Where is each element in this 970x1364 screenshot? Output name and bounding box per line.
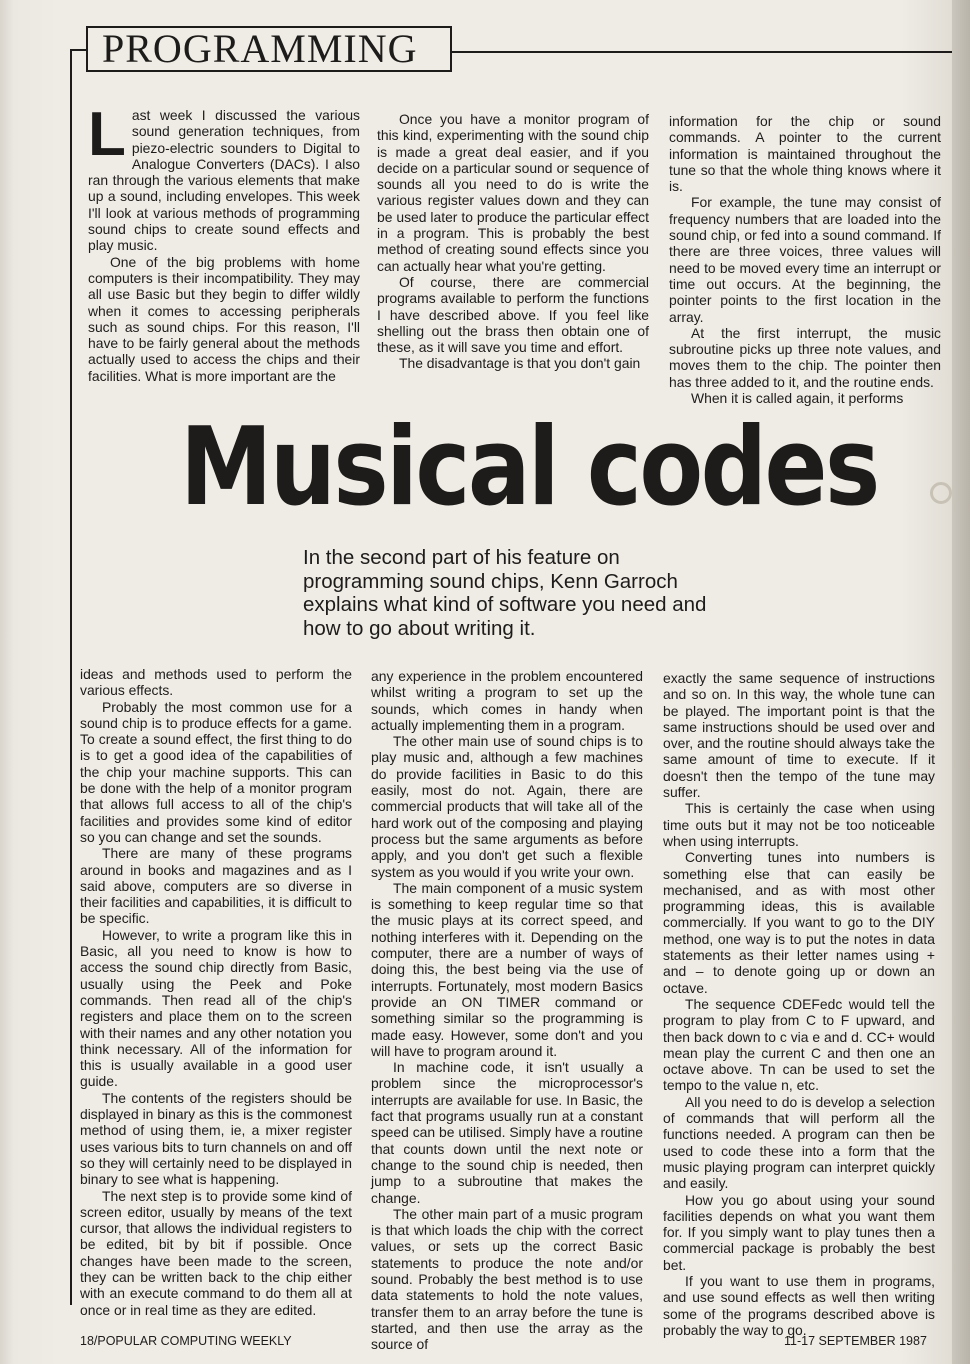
page-spine — [952, 0, 970, 1364]
paragraph: Of course, there are commercial programs available to perform the functions I have described above. If you feel like shelling out the brass then obtain one of these, as it will save you time and effort. — [377, 273, 649, 356]
paragraph: information for the chip or sound commands. A pointer to the current information is maintained throughout the tune so that the whole thing knows where it is. — [669, 113, 941, 195]
paragraph: The next step is to provide some kind of screen editor, usually by means of the text cursor, that allows the individual registers to be edited, bit by bit if possible. Once changes have been made to the screen, they can be written back to the chip either with an execute command to do them all at once or in real time as they are edited. — [80, 1187, 352, 1318]
paragraph: Converting tunes into numbers is something else that can easily be mechanised, and as with most other programming ideas, this is available commercially. If you want to go to the DIY method, one way is to put the notes in data statements as their letter names using + and – to denote going up or down an octave. — [663, 849, 935, 996]
header-rule — [452, 51, 952, 53]
top-column-3 — [669, 113, 941, 407]
paragraph: The main component of a music system is something to keep regular time so that the music plays at its correct speed, and nothing interferes with it. Depending on the computer, there are a number of ways of doing this, the best being via the use of interrupts. Fortunately, most modern Basics provide an ON TIMER command or something similar so the programming is made easy. However, some don't and you will have to program around it. — [371, 879, 643, 1059]
paragraph: The other main use of sound chips is to play music and, although a few machines do provide facilities in Basic to do this easily, most do not. Again, there are commercial products that will take all of the hard work out of the composing and playing process but the same arguments as before apply, and you don't get such a flexible system as you would if you write your own. — [371, 733, 643, 880]
frame-rule-top — [70, 49, 86, 51]
paragraph: One of the big problems with home computers is their incompatibility. They may all use Basic but they begin to differ wildly when it comes to accessing peripherals such as sound chips. For this reason, I'll have to be fairly general about the methods actually used to access the chips and their facilities. What is more important are the — [88, 253, 360, 384]
paragraph: There are many of these programs around in books and magazines and as I said above, computers are so diverse in their facilities and capabilities, it is difficult to be specific. — [80, 845, 352, 927]
paragraph: However, to write a program like this in Basic, all you need to know is how to access the sound chip directly from Basic, usually using the Peek and Poke commands. Then read all of the chip's registers and place them on to the screen with their names and any other notation you think necessary. All of the information for this is usually available in a good user guide. — [80, 926, 352, 1090]
paragraph: ast week I discussed the various sound generation techniques, from piezo-electric sounders to Digital to Analogue Converters (DACs). I also ran through the various elements that make up a sound, including envelopes. This week I'll look at various methods of programming sound chips to create sound effects and play music. — [88, 107, 360, 254]
paragraph: When it is called again, it performs — [691, 390, 904, 407]
paragraph: Once you have a monitor program of this kind, experimenting with the sound chip is made a great deal easier, and if you decide on a particular sound or sequence of sounds all you need to do is write the various register values down and they can be used later to produce the particular effect in a program. This is probably the best method of creating sound effects since you can actually hear what you're getting. — [377, 111, 649, 274]
paragraph: any experience in the problem encountered whilst writing a program to set up the sounds, which comes in handy when actually implementing them in a program. — [371, 668, 643, 733]
top-column-2 — [377, 111, 649, 385]
bottom-column-1 — [80, 666, 352, 1318]
paragraph: For example, the tune may consist of frequency numbers that are loaded into the sound chip, or fed into a sound command. If there are three voices, three values will need to be moved every time an interrupt or time out occurs. At the beginning, the pointer points to the first location in the array. — [669, 194, 941, 325]
paragraph: All you need to do is develop a selection of commands that will perform all the functions needed. A program can then be used to code these into a form that the music playing program can interpret quickly and easily. — [663, 1093, 935, 1192]
bottom-column-2 — [371, 668, 643, 1353]
paragraph: ideas and methods used to perform the various effects. — [80, 666, 352, 699]
frame-rule-left — [70, 49, 72, 1305]
paragraph: The contents of the registers should be displayed in binary as this is the commonest method of using them, ie, a mixer register uses various bits to turn channels on and off so they will certainly need to be displayed in binary to see what is happening. — [80, 1089, 352, 1188]
drop-cap: L — [88, 100, 126, 169]
paragraph: How you go about using your sound facilities depends on what you want them for. If you simply want to play tunes then a commercial package is probably the best bet. — [663, 1191, 935, 1273]
paragraph: Probably the most common use for a sound chip is to produce effects for a game. To create a sound effect, the first thing to do is to get a good idea of the capabilities of the chip your machine supports. This can be done with the help of a monitor program that allows full access to all of the chip's facilities and provides some kind of editor so you can change and set the sounds. — [80, 698, 352, 845]
standfirst: In the second part of his feature on programming sound chips, Kenn Garroch explains what kind of software you need and how to go about writing it. — [303, 546, 707, 640]
paragraph: exactly the same sequence of instructions and so on. In this way, the whole tune can be played. The important point is that the same instructions should be used over and over, and the routine should always take the same amount of time to execute. If it doesn't then the tempo of the tune may suffer. — [663, 670, 935, 801]
paragraph: In machine code, it isn't usually a problem since the microprocessor's interrupts are available for use. In Basic, the fact that programs usually run at a constant speed can be utilised. Simply have a routine that counts down until the next note or change to the sound chip is needed, then jump to a subroutine that makes the change. — [371, 1059, 643, 1206]
paragraph: At the first interrupt, the music subroutine picks up three note values, and moves them to the chip. The pointer then has three added to it, and the routine ends. — [669, 324, 941, 390]
paragraph: This is certainly the case when using time outs but it may not be too noticeable when using interrupts. — [663, 800, 935, 849]
top-column-1 — [88, 100, 360, 384]
section-header: PROGRAMMING — [86, 26, 452, 72]
bottom-column-3 — [663, 670, 935, 1338]
footer-date: 11-17 SEPTEMBER 1987 — [784, 1334, 927, 1348]
paragraph: If you want to use them in programs, and use sound effects as well then writing some of the programs described above is probably the way to go. — [663, 1272, 935, 1338]
headline: Musical codes — [180, 405, 878, 530]
paragraph: The other main part of a music program is that which loads the chip with the correct values, or sets up the correct Basic statements to produce the note and/or sound. Probably the best method is to use data statements to hold the note values, transfer them to an array before the tune is started, and then use the array as the source of — [371, 1205, 643, 1353]
paragraph: The sequence CDEFedc would tell the program to play from C to F upward, and then back down to c via e and d. CC+ would mean play the current C and then one an octave above. Tn can be used to set the tempo to the value n, etc. — [663, 995, 935, 1094]
paragraph: The disadvantage is that you don't gain — [399, 355, 641, 372]
binder-ring — [930, 482, 952, 504]
footer-folio: 18/POPULAR COMPUTING WEEKLY — [80, 1334, 292, 1348]
